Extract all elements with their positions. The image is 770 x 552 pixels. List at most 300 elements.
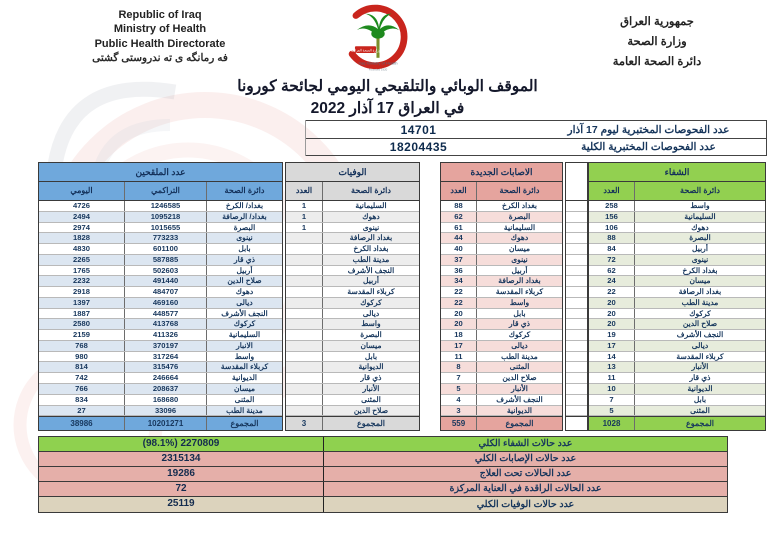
table-cell-name: نينوى: [206, 233, 282, 243]
table-row: [441, 244, 562, 255]
table-row: [286, 406, 419, 417]
table-row: [589, 362, 765, 373]
table-cell-cumulative: 601100: [124, 244, 206, 254]
table-cell-daily: 768: [75, 340, 88, 350]
table-row: [441, 330, 562, 341]
table-cell-name: الأنبار: [322, 384, 419, 394]
table-cell-value: 34: [454, 276, 463, 286]
table-cell-value: [286, 384, 322, 394]
table-cell-name: الديوانية: [476, 406, 562, 416]
table-cell-value: 7: [456, 373, 461, 383]
summary-value: 19286: [39, 467, 324, 481]
table-cell-cumulative: 246664: [124, 373, 206, 383]
table-cell-value: 20: [454, 308, 463, 318]
table-cell-daily: 4726: [73, 201, 90, 210]
table-total-row: [441, 416, 562, 430]
table-cell-name: الأنبار: [476, 384, 562, 394]
table-row: [589, 255, 765, 266]
table-row: [441, 266, 562, 277]
table-row: [441, 212, 562, 223]
table-cell-value: 106: [605, 222, 618, 232]
table-cell-name: كركوك: [476, 330, 562, 340]
table-cell-value: 37: [454, 254, 463, 264]
summary-label: عدد حالات الوفيات الكلي: [476, 498, 575, 510]
table-cell-cumulative: 208637: [124, 384, 206, 394]
table-cell-name: السليمانية: [206, 330, 282, 340]
table-cell-name: المثنى: [322, 395, 419, 405]
table-cell-cumulative: 1015655: [124, 223, 206, 233]
table-row: [286, 384, 419, 395]
lab-tests-table: [305, 120, 767, 156]
column-header: دائرة الصحة: [476, 182, 562, 200]
table-row: [286, 244, 419, 255]
table-row: [441, 395, 562, 406]
table-cell-name: بابل: [476, 309, 562, 319]
table-row: [286, 309, 419, 320]
spacer-row: [566, 287, 587, 298]
table-cell-daily: 834: [75, 394, 88, 404]
spacer-row: [566, 352, 587, 363]
column-header: اليومي: [70, 186, 93, 195]
table-cell-daily: 742: [75, 373, 88, 383]
table-cell-name: مدينة الطب: [634, 298, 765, 308]
table-cell-name: مدينة الطب: [476, 352, 562, 362]
table-cell-value: [286, 298, 322, 308]
summary-label: عدد الحالات الراقدة في العناية المركزة: [449, 483, 602, 494]
table-row: [441, 384, 562, 395]
table-cell-name: بابل: [322, 352, 419, 362]
table-cell-value: [286, 309, 322, 319]
table-cell-name: النجف الأشرف: [206, 309, 282, 319]
header-arabic-line: دائرة الصحة العامة: [612, 56, 702, 69]
table-row: [286, 395, 419, 406]
table-header: [39, 182, 282, 201]
table-cell-name: ديالى: [634, 341, 765, 351]
table-cell-value: 17: [607, 340, 616, 350]
table-header: [441, 182, 562, 201]
table-cell-value: 22: [607, 287, 616, 297]
table-cell-value: [286, 233, 322, 243]
table-row: [39, 244, 282, 255]
table-cell-cumulative: 502603: [124, 266, 206, 276]
table-row: [441, 373, 562, 384]
table-cell-name: المثنى: [634, 406, 765, 416]
deaths-table-title: الوفيات: [286, 163, 419, 182]
table-cell-daily: 2580: [73, 319, 90, 329]
table-cell-name: دهوك: [634, 223, 765, 233]
column-header: دائرة الصحة: [206, 182, 282, 200]
header-arabic: [562, 12, 752, 72]
table-cell-name: ديالى: [322, 309, 419, 319]
table-cell-cumulative: 411326: [124, 330, 206, 340]
table-cell-daily: 1828: [73, 233, 90, 243]
table-row: [306, 120, 766, 138]
table-row: [589, 384, 765, 395]
column-header: التراكمي: [124, 182, 206, 200]
table-row: [589, 330, 765, 341]
total-value: 559: [451, 419, 466, 429]
table-row: [441, 233, 562, 244]
vaccinated-table: [38, 162, 283, 431]
table-cell-daily: 1397: [73, 297, 90, 307]
table-cell-name: صلاح الدين: [634, 319, 765, 329]
table-cell-cumulative: 33096: [124, 406, 206, 416]
table-cell-value: 36: [454, 265, 463, 275]
table-cell-name: النجف الأشرف: [634, 330, 765, 340]
table-cell-value: [286, 330, 322, 340]
table-cell-daily: 1765: [73, 265, 90, 275]
table-cell-name: كربلاء المقدسة: [322, 287, 419, 297]
summary-value: 2270809 (98.1%): [39, 437, 324, 451]
table-cell-cumulative: 484707: [124, 287, 206, 297]
lab-tests-daily-value: 14701: [400, 122, 437, 137]
header-english-line: Ministry of Health: [113, 23, 207, 36]
table-row: [306, 138, 766, 156]
spacer-row: [566, 255, 587, 266]
ministry-of-health-logo-icon: [330, 4, 426, 78]
spacer-row: [566, 309, 587, 320]
table-row: [39, 201, 282, 212]
table-cell-value: 22: [454, 287, 463, 297]
table-cell-cumulative: 1095218: [124, 212, 206, 222]
table-cell-name: ميسان: [322, 341, 419, 351]
table-cell-name: الديوانية: [634, 384, 765, 394]
totals-summary-table: [38, 436, 728, 513]
total-label: المجموع: [322, 417, 419, 430]
table-cell-value: 1: [301, 201, 307, 210]
table-row: [286, 233, 419, 244]
spacer-row: [566, 223, 587, 234]
table-cell-cumulative: 413768: [124, 319, 206, 329]
table-cell-name: أربيل: [634, 244, 765, 254]
table-cell-daily: 2918: [73, 287, 90, 297]
table-cell-value: 61: [454, 222, 463, 232]
spacer-row: [566, 276, 587, 287]
spacer-row: [566, 233, 587, 244]
table-cell-cumulative: 370197: [124, 341, 206, 351]
table-row: [589, 352, 765, 363]
summary-row-total-deaths: [39, 497, 727, 512]
table-row: [39, 384, 282, 395]
table-row: [589, 395, 765, 406]
table-cell-value: 11: [454, 351, 463, 361]
table-row: [286, 223, 419, 234]
table-cell-name: ميسان: [634, 276, 765, 286]
table-cell-value: [286, 319, 322, 329]
table-row: [589, 244, 765, 255]
table-cell-name: بغداد الكرخ: [322, 244, 419, 254]
header-english-line: Public Health Directorate: [94, 37, 226, 50]
table-cell-value: 156: [605, 211, 618, 221]
header-arabic-line: وزارة الصحة: [627, 36, 687, 49]
table-cell-value: [286, 266, 322, 276]
logo-arabic-text: وزارة الصحة العراقية: [350, 48, 381, 53]
table-cell-name: كربلاء المقدسة: [206, 362, 282, 372]
spacer-row: [566, 212, 587, 223]
table-row: [39, 266, 282, 277]
table-header: [589, 182, 765, 201]
table-cell-value: 44: [454, 233, 463, 243]
table-cell-name: صلاح الدين: [476, 373, 562, 383]
table-row: [286, 352, 419, 363]
table-cell-value: 19: [607, 330, 616, 340]
table-cell-value: 62: [607, 265, 616, 275]
table-row: [39, 287, 282, 298]
deaths-table: [285, 162, 420, 431]
table-cell-name: البصرة: [206, 223, 282, 233]
table-cell-name: صلاح الدين: [206, 276, 282, 286]
table-cell-name: بغداد/ الكرخ: [206, 201, 282, 211]
table-row: [441, 255, 562, 266]
summary-value: 2315134: [39, 452, 324, 466]
table-cell-name: السليمانية: [322, 201, 419, 211]
table-cell-name: بابل: [206, 244, 282, 254]
table-cell-name: بغداد الكرخ: [476, 201, 562, 211]
spacer-row: [566, 298, 587, 309]
table-row: [286, 341, 419, 352]
table-cell-name: كركوك: [322, 298, 419, 308]
summary-value: 72: [39, 482, 324, 496]
recoveries-table-title: الشفاء: [589, 163, 765, 182]
table-cell-value: [286, 341, 322, 351]
spacer-row: [566, 341, 587, 352]
table-cell-value: 20: [454, 319, 463, 329]
table-row: [589, 319, 765, 330]
summary-label: عدد حالات الإصابات الكلي: [474, 453, 577, 464]
table-cell-name: دهوك: [206, 287, 282, 297]
table-row: [39, 352, 282, 363]
table-cell-daily: 1887: [73, 308, 90, 318]
table-cell-value: 11: [607, 373, 616, 383]
table-cell-name: البصرة: [322, 330, 419, 340]
table-cell-cumulative: 317264: [124, 352, 206, 362]
table-row: [441, 341, 562, 352]
table-cell-daily: 2232: [73, 276, 90, 286]
table-row: [286, 330, 419, 341]
svg-text:Founded 1920: Founded 1920: [368, 67, 388, 72]
lab-tests-daily-label: عدد الفحوصات المختبرية ليوم 17 آذار: [567, 123, 730, 136]
table-row: [441, 223, 562, 234]
table-cell-value: 13: [607, 362, 616, 372]
table-row: [39, 212, 282, 223]
table-cell-daily: 814: [75, 362, 88, 372]
table-cell-name: بغداد الرصافة: [634, 287, 765, 297]
table-row: [589, 276, 765, 287]
header-english-line: Republic of Iraq: [118, 9, 202, 21]
table-row: [589, 223, 765, 234]
table-cell-value: 88: [607, 233, 616, 243]
header-english: [50, 8, 270, 66]
table-cell-value: 62: [454, 211, 463, 221]
table-cell-daily: 766: [75, 384, 88, 394]
vaccinated-table-title: عدد الملقحين: [39, 163, 282, 182]
summary-row-icu: [39, 482, 727, 497]
table-cell-name: النجف الأشرف: [476, 395, 562, 405]
table-cell-daily: 2494: [73, 211, 90, 221]
summary-label: عدد الحالات تحت العلاج: [479, 468, 572, 479]
table-header: [286, 182, 419, 201]
table-cell-name: الأنبار: [634, 362, 765, 372]
table-row: [286, 266, 419, 277]
table-cell-value: 22: [454, 297, 463, 307]
spacer-row: [566, 362, 587, 373]
table-cell-name: واسط: [634, 201, 765, 211]
table-cell-name: أربيل: [476, 266, 562, 276]
table-row: [589, 212, 765, 223]
spacer-row: [566, 201, 587, 212]
table-row: [441, 276, 562, 287]
table-cell-name: بغداد الرصافة: [322, 233, 419, 243]
table-row: [589, 406, 765, 417]
table-cell-daily: 2265: [73, 254, 90, 264]
spacer-row: [566, 319, 587, 330]
table-row: [286, 212, 419, 223]
table-cell-name: الانبار: [206, 341, 282, 351]
table-row: [39, 395, 282, 406]
table-cell-value: 258: [605, 201, 618, 210]
table-cell-name: ديالى: [476, 341, 562, 351]
total-value: 1028: [602, 419, 621, 429]
table-row: [589, 201, 765, 212]
table-row: [39, 406, 282, 417]
table-cell-value: 14: [607, 351, 616, 361]
table-cell-name: صلاح الدين: [322, 406, 419, 416]
table-row: [286, 319, 419, 330]
spacer-row: [566, 406, 587, 417]
column-header: دائرة الصحة: [322, 182, 419, 200]
table-cell-value: 88: [454, 201, 463, 210]
table-row: [589, 309, 765, 320]
table-row: [39, 233, 282, 244]
spacer-row: [566, 330, 587, 341]
table-row: [39, 255, 282, 266]
table-cell-name: دهوك: [322, 212, 419, 222]
summary-row-under-treatment: [39, 467, 727, 482]
table-cell-name: واسط: [322, 319, 419, 329]
table-cell-value: 17: [454, 340, 463, 350]
table-cell-name: السليمانية: [476, 223, 562, 233]
column-header: العدد: [450, 186, 467, 195]
table-cell-name: واسط: [206, 352, 282, 362]
table-cell-daily: 2159: [73, 330, 90, 340]
table-cell-value: 5: [456, 384, 461, 394]
total-cumulative: 10201271: [124, 417, 206, 430]
table-row: [589, 298, 765, 309]
table-cell-name: أربيل: [206, 266, 282, 276]
table-row: [589, 233, 765, 244]
spacer-total-cell: [566, 416, 587, 430]
table-body: [441, 201, 562, 416]
table-row: [441, 309, 562, 320]
total-daily: 38986: [70, 419, 93, 429]
page-title-line2: في العراق 17 آذار 2022: [310, 99, 465, 117]
spacer-row: [566, 373, 587, 384]
table-cell-value: 1: [301, 211, 307, 221]
table-cell-value: 72: [607, 254, 616, 264]
table-cell-name: الديوانية: [322, 362, 419, 372]
table-cell-name: البصرة: [476, 212, 562, 222]
table-cell-name: بغداد الكرخ: [634, 266, 765, 276]
table-row: [39, 223, 282, 234]
spacer-row: [566, 384, 587, 395]
table-cell-cumulative: 1246585: [124, 201, 206, 211]
table-cell-daily: 980: [75, 351, 88, 361]
table-cell-value: 4: [456, 394, 461, 404]
table-row: [589, 373, 765, 384]
table-cell-value: 20: [607, 297, 616, 307]
table-cell-name: المثنى: [206, 395, 282, 405]
page-title: [115, 76, 660, 119]
table-cell-name: نينوى: [322, 223, 419, 233]
table-row: [39, 319, 282, 330]
total-label: المجموع: [634, 417, 765, 430]
table-total-row: [589, 416, 765, 430]
logo-english-text: Iraq Ministry of Health: [358, 60, 398, 66]
table-cell-value: 1: [301, 222, 307, 232]
table-cell-name: نينوى: [476, 255, 562, 265]
spacer-row: [566, 244, 587, 255]
table-row: [589, 341, 765, 352]
table-cell-name: أربيل: [322, 276, 419, 286]
table-cell-name: كركوك: [634, 309, 765, 319]
table-cell-value: [286, 276, 322, 286]
table-row: [286, 255, 419, 266]
table-cell-name: مدينة الطب: [322, 255, 419, 265]
table-cell-name: مدينة الطب: [206, 406, 282, 416]
spacer-body: [566, 201, 587, 416]
summary-row-total-recoveries: [39, 437, 727, 452]
table-cell-name: النجف الأشرف: [322, 266, 419, 276]
header-arabic-line: جمهورية العراق: [620, 16, 694, 28]
table-body: [589, 201, 765, 416]
table-row: [286, 287, 419, 298]
table-cell-name: واسط: [476, 298, 562, 308]
table-row: [39, 276, 282, 287]
table-row: [441, 201, 562, 212]
table-row: [39, 309, 282, 320]
table-cell-value: [286, 406, 322, 416]
table-cell-name: المثنى: [476, 362, 562, 372]
table-cell-value: 5: [609, 405, 614, 415]
table-cell-value: 8: [456, 362, 461, 372]
total-value: 3: [301, 419, 307, 429]
spacer-header-cell: [566, 163, 587, 201]
column-header: دائرة الصحة: [634, 182, 765, 200]
table-row: [441, 362, 562, 373]
table-cell-value: 20: [607, 308, 616, 318]
table-cell-cumulative: 587885: [124, 255, 206, 265]
table-cell-cumulative: 448577: [124, 309, 206, 319]
table-cell-value: [286, 255, 322, 265]
page-title-line1: الموقف الوبائي والتلقيحي اليومي لجائحة كورونا: [237, 78, 538, 95]
table-cell-value: 3: [456, 405, 461, 415]
table-cell-daily: 2974: [73, 222, 90, 232]
table-row: [39, 341, 282, 352]
header-kurdish-line: فه رمانگه ی ته ندروستی گشتی: [92, 51, 228, 64]
table-total-row: [39, 416, 282, 430]
table-row: [39, 373, 282, 384]
summary-row-total-infections: [39, 452, 727, 467]
table-row: [441, 298, 562, 309]
new-infections-table: [440, 162, 563, 431]
table-row: [39, 298, 282, 309]
infections-table-title: الاصابات الجديدة: [441, 163, 562, 182]
table-cell-cumulative: 469160: [124, 298, 206, 308]
table-cell-name: ذي قار: [634, 373, 765, 383]
table-cell-name: ذي قار: [206, 255, 282, 265]
summary-label: عدد حالات الشفاء الكلي: [478, 438, 573, 449]
table-cell-name: ديالى: [206, 298, 282, 308]
